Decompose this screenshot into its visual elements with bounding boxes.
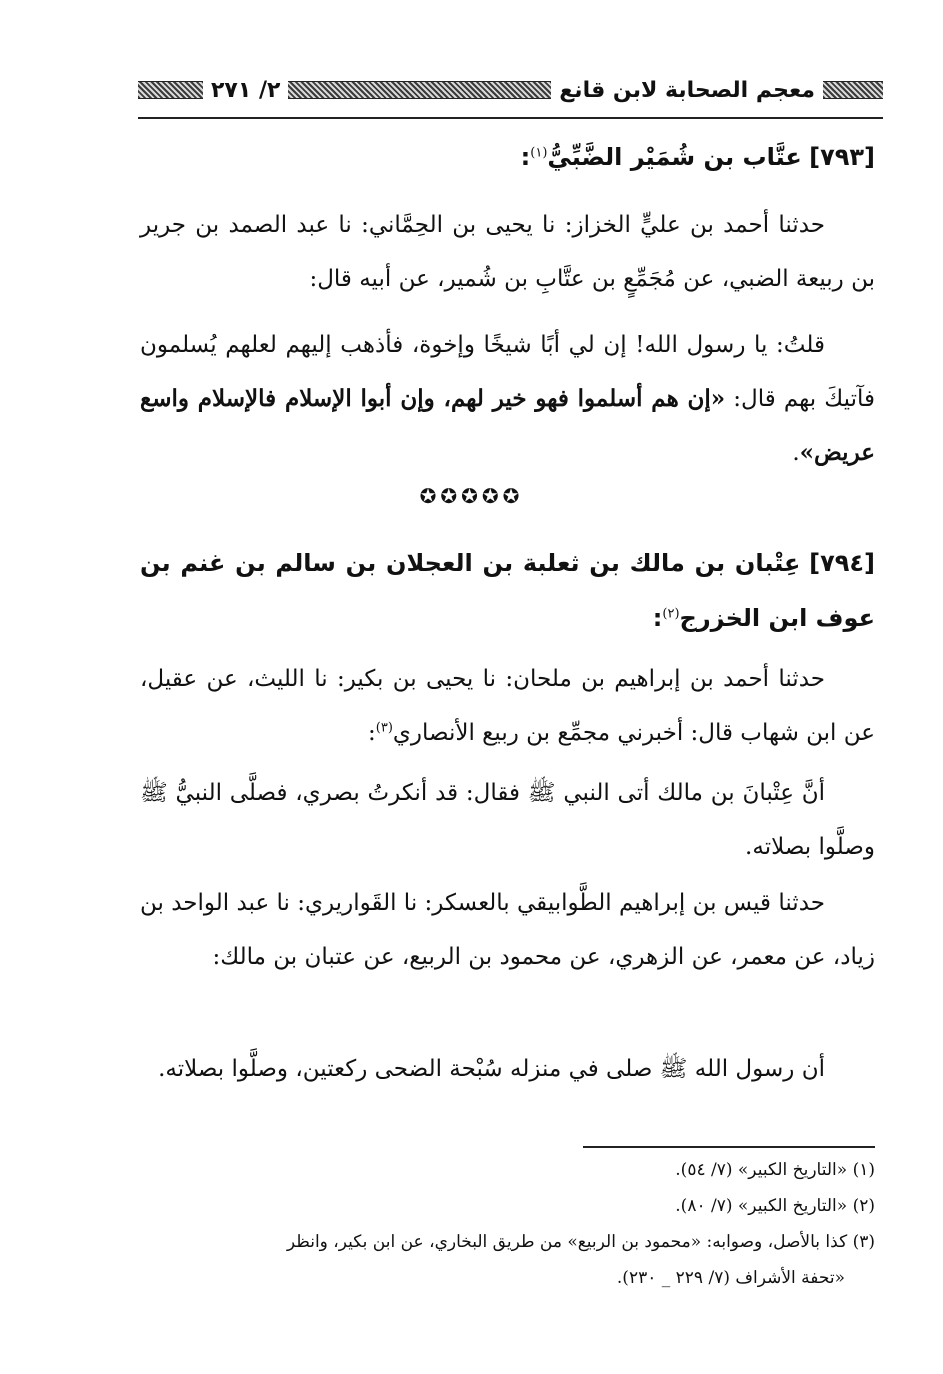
footnotes [140,1152,875,1296]
footnote-2: (٢) «التاريخ الكبير» (٧/ ٨٠). [675,1196,875,1216]
footnote-3-continued: «تحفة الأشراف (٧/ ٢٢٩ _ ٢٣٠). [616,1268,845,1288]
running-header [138,70,883,110]
isnad-colon: : [368,720,376,746]
footnote-ref: (١) [530,145,548,161]
matn-intro: قلتُ: يا رسول الله! إن لي أبًا شيخًا وإخوة، فأذهب إليهم لعلهم يُسلمون فآتيكَ بهم قال: [140,332,875,412]
entry-794-isnad-1 [140,652,875,760]
footnote-rule [583,1146,875,1148]
footnote-ref: (٣) [375,720,393,736]
entry-793-isnad: حدثنا أحمد بن عليٍّ الخزاز: نا يحيى بن الحِمَّاني: نا عبد الصمد بن جرير بن ربيعة الضبي، عن مُجَمِّعٍ بن عتَّابِ بن شُمير، عن أبيه قال: [140,212,875,292]
header-ornament-right [823,81,883,99]
entry-number: [٧٩٤] [809,549,876,577]
entry-794-matn-2: أن رسول الله ﷺ صلى في منزله سُبْحة الضحى ركعتين، وصلَّوا بصلاته. [158,1056,825,1082]
entry-colon: : [520,143,531,171]
entry-793-matn [140,318,875,480]
header-page-number: ٢/ ٢٧١ [211,77,281,103]
footnote-ref: (٢) [662,606,680,622]
matn-quote: «إن هم أسلموا فهو خير لهم، وإن أبوا الإسلام فالإسلام واسع عريض» [140,385,875,466]
entry-793-title [140,130,875,185]
footnote-3: (٣) كذا بالأصل، وصوابه: «محمود بن الربيع» من طريق البخاري، عن ابن بكير، وانظر [286,1232,875,1252]
section-separator: ✪✪✪✪✪ [419,484,524,508]
entry-794-title [140,536,875,646]
entry-number: [٧٩٣] [809,143,875,171]
header-ornament-left [138,81,203,99]
entry-name: عِتْبان بن مالك بن ثعلبة بن العجلان بن سالم بن غنم بن عوف ابن الخزرج [140,549,875,632]
isnad-text: حدثنا أحمد بن إبراهيم بن ملحان: نا يحيى بن بكير: نا الليث، عن عقيل، عن ابن شهاب قال: أخبرني مجمِّع بن ربيع الأنصاري [140,666,875,746]
entry-colon: : [652,604,663,632]
header-ornament-middle [288,81,551,99]
footnote-1: (١) «التاريخ الكبير» (٧/ ٥٤). [675,1160,875,1180]
header-rule [138,117,883,119]
entry-name: عتَّاب بن شُمَيْر الضَّبِّيُّ [547,143,802,171]
entry-794-isnad-2: حدثنا قيس بن إبراهيم الطَّوابيقي بالعسكر: نا القَواريري: نا عبد الواحد بن زياد، عن معمر، عن الزهري، عن محمود بن الربيع، عن عتبان بن مالك: [139,890,875,970]
entry-794-matn-1: أنَّ عِتْبانَ بن مالك أتى النبي ﷺ فقال: قد أنكرتُ بصري، فصلَّى النبيُّ ﷺ وصلَّوا بصلاته. [140,780,875,860]
header-title: معجم الصحابة لابن قانع [559,77,815,103]
matn-end: . [792,440,800,466]
